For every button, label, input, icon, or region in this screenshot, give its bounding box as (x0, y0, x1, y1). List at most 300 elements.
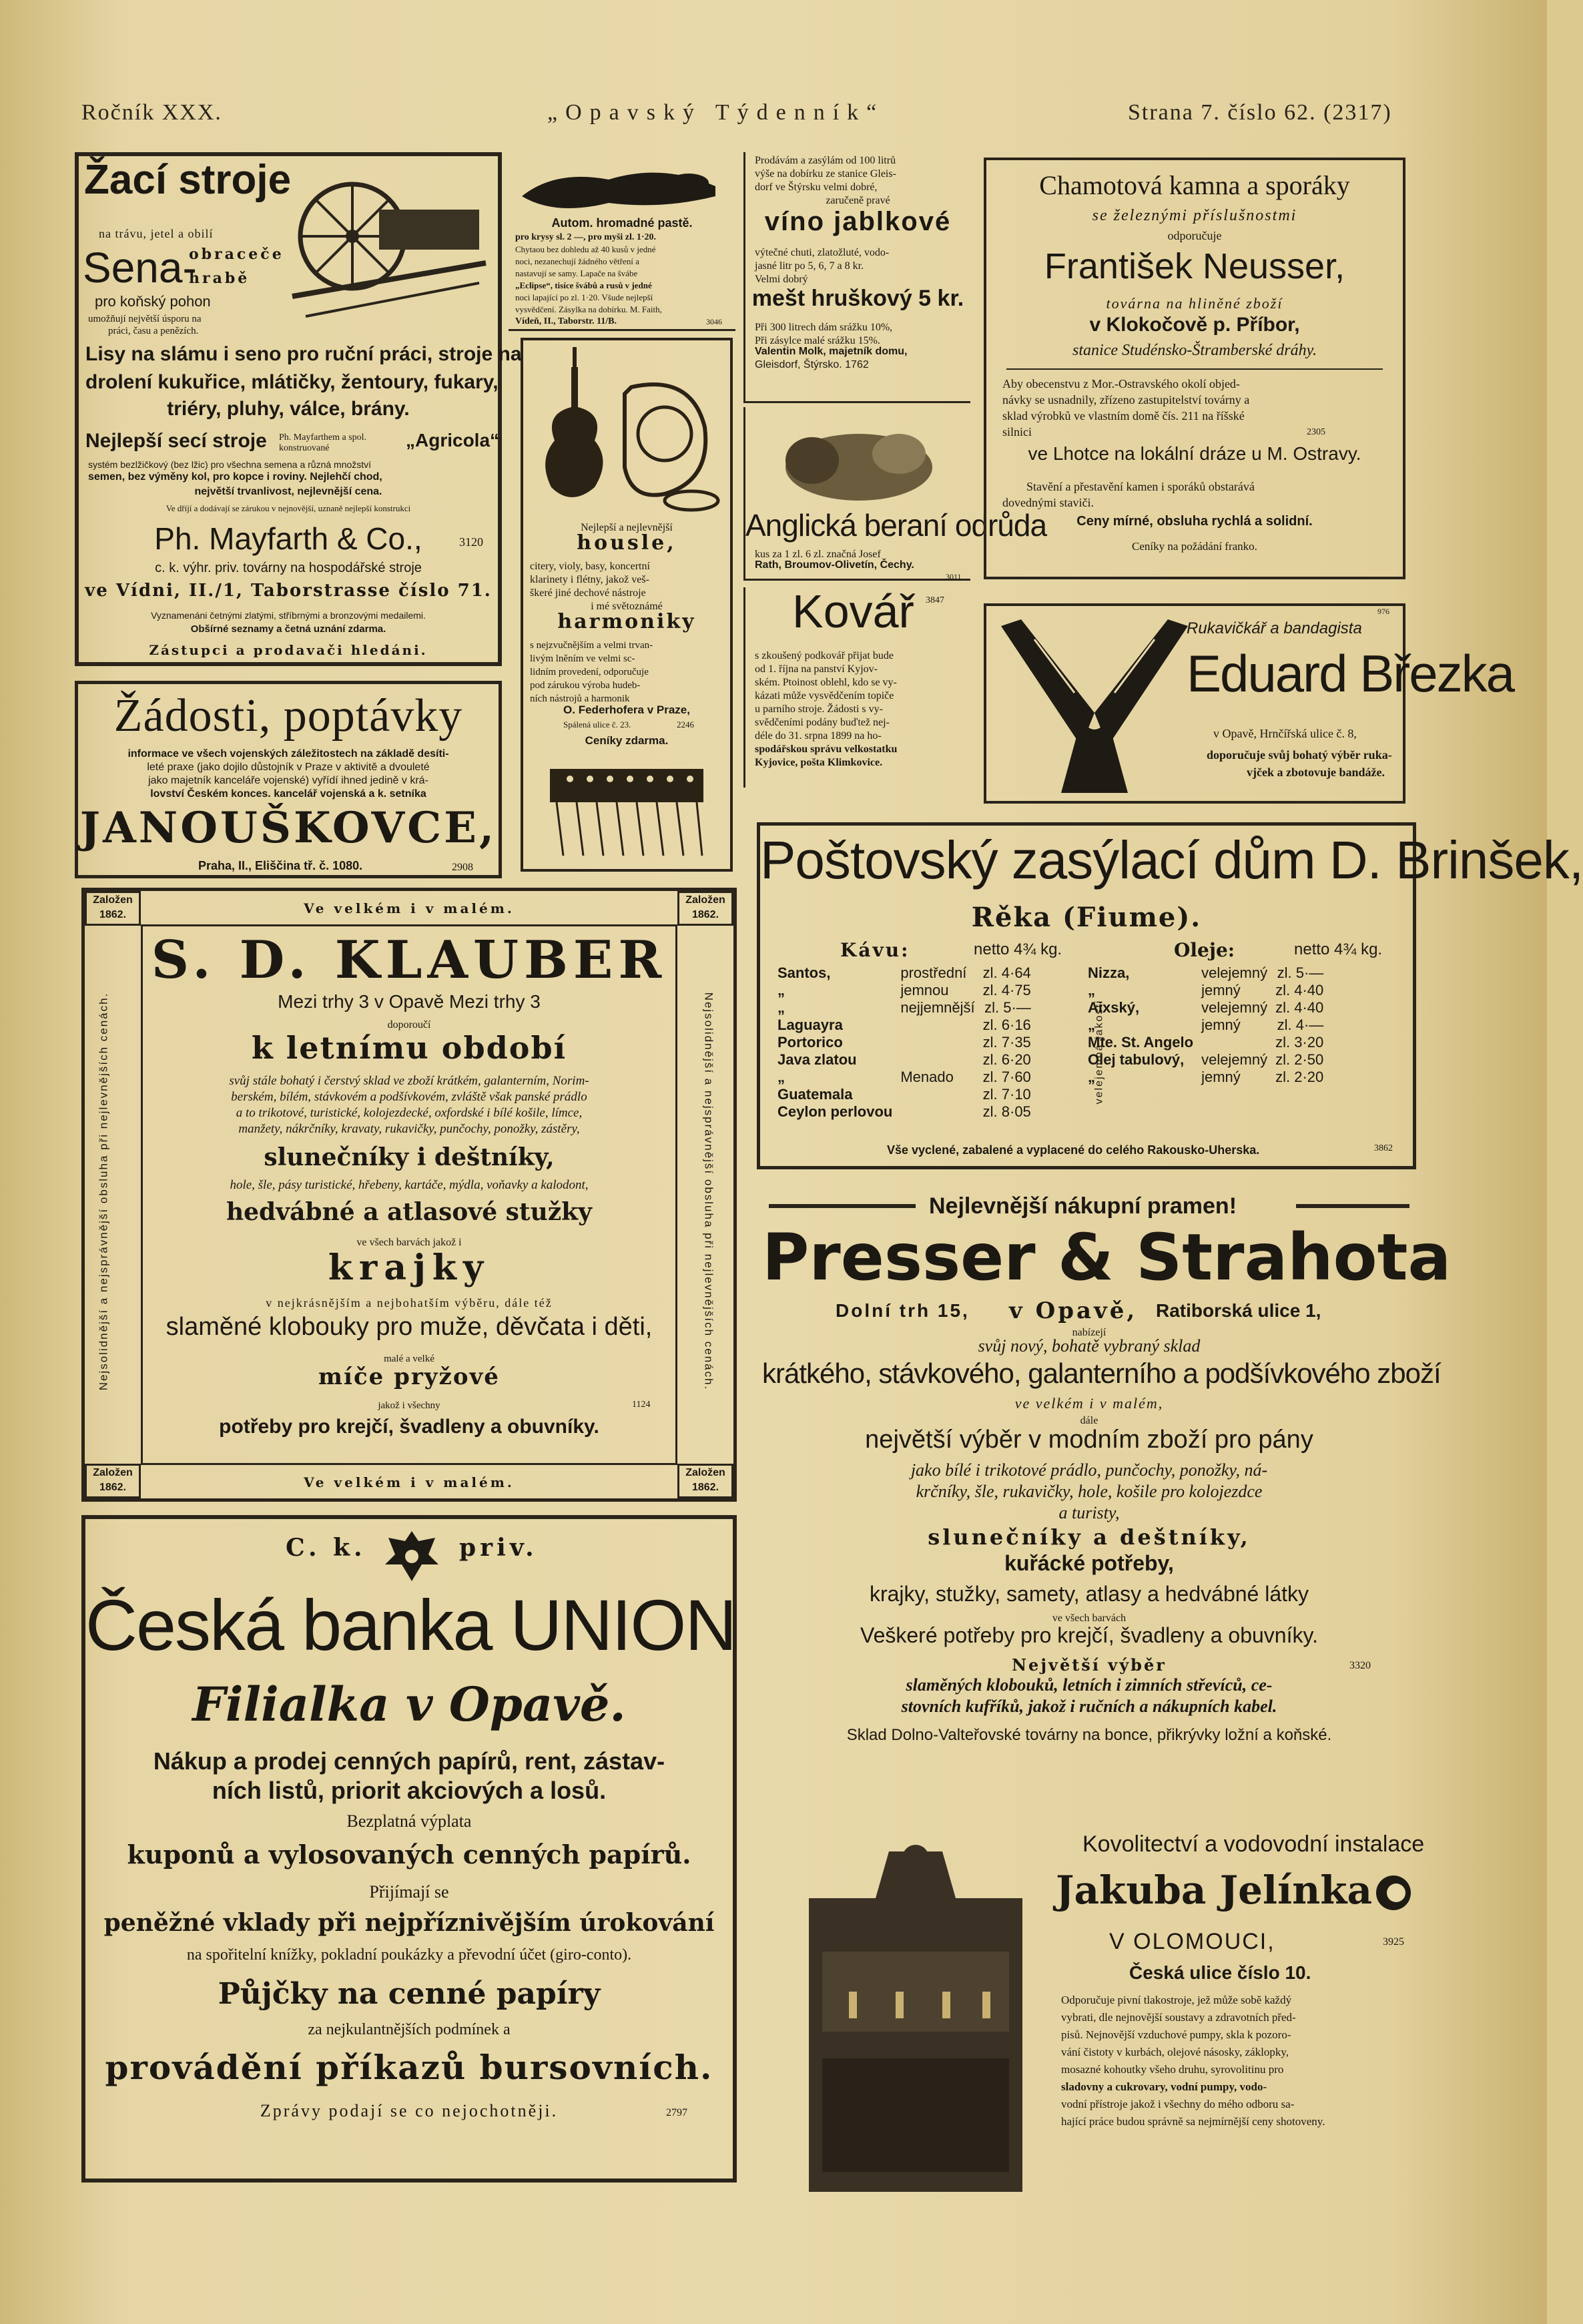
ad-zadosti (75, 681, 502, 878)
chamotova-num: 2305 (1307, 427, 1325, 437)
chamotova-p3: sklad výrobků ve vlastním domě čís. 211 na říšské (1002, 409, 1245, 422)
item-name: Nizza, (1088, 964, 1130, 981)
jelinek-num: 3925 (1383, 1936, 1404, 1948)
banka-priv: priv. (459, 1534, 538, 1562)
item-price: zl. 5·— (984, 999, 1031, 1016)
zadosti-addr: Praha, II., Eliščina tř. č. 1080. (198, 859, 363, 872)
chamotova-name: František Neusser, (1044, 246, 1345, 286)
klauber-name: S. D. KLAUBER (151, 930, 667, 990)
brinsek-foot: Vše vyclené, zabalené a vyplacené do celého Rakousko-Uherska. (887, 1143, 1260, 1157)
banka-title: Česká banka UNION (85, 1584, 736, 1665)
item-quality: velejemný (1201, 964, 1268, 981)
zaci-t2: semen, bez výměny kol, pro kopce i roviny. Nejlehčí chod, (88, 471, 382, 483)
chamotova-p7: Ceny mírné, obsluha rychlá a solidní. (1076, 514, 1313, 529)
header-title: „Opavský Týdenník“ (547, 100, 885, 125)
item-price: zl. 4·64 (982, 964, 1031, 981)
item-name: „ (777, 999, 785, 1016)
berani-title: Anglická beraní odrůda (745, 508, 1047, 543)
zaci-num: 3120 (459, 535, 483, 549)
klauber-k: k letnímu období (251, 1030, 567, 1066)
brezka-l4: vjček a zbotovuje bandáže. (1247, 766, 1385, 779)
pasta-l1: pro krysy sl. 2 —, pro myši zl. 1·20. (515, 232, 657, 242)
klauber-hedv: hedvábné a atlasové stužky (226, 1198, 593, 1226)
zaci-triery: triéry, pluhy, válce, brány. (167, 398, 410, 420)
brezka-l3: doporučuje svůj bohatý výběr ruka- (1207, 748, 1392, 762)
kovar-l6: svědčeními podány buďtež nej- (755, 717, 890, 728)
pasta-l8: Vídeň, II., Taborstr. 11/B. (515, 316, 617, 326)
zaci-small2: práci, času a penězích. (108, 326, 199, 336)
klauber-p5: hole, šle, pásy turistické, hřebeny, kartáče, mýdla, voňavky a kalodont, (230, 1178, 589, 1192)
item-name: Mte. St. Angelo (1088, 1034, 1194, 1051)
item-quality: jemný (1201, 1016, 1241, 1033)
chamotova-lhotce: ve Lhotce na lokální dráze u M. Ostravy. (1028, 443, 1361, 464)
item-quality: jemný (1201, 1069, 1241, 1085)
zaci-firm: Ph. Mayfarth & Co., (154, 521, 422, 556)
presser-l14: Největší výběr (1012, 1655, 1167, 1675)
housle-ceniky: Ceníky zdarma. (585, 734, 669, 747)
item-price: zl. 3·20 (1275, 1034, 1324, 1051)
presser-l10: kuřácké potřeby, (1004, 1551, 1174, 1575)
ad-vino (743, 152, 970, 403)
jelinek-p4: vání čistoty v kurbách, olejové násosky, záklopky, (1061, 2046, 1289, 2058)
jelinek-street: Česká ulice číslo 10. (1129, 1962, 1311, 1983)
presser-l2: krátkého, stávkového, galanterního a podšívkového zboží (762, 1358, 1441, 1389)
vino-l9: Při zásylce malé srážku 15%. (755, 335, 880, 346)
zaci-t1: systém bezlžičkový (bez lžic) pro všechna semena a různá množství (88, 459, 372, 470)
klauber-slam: slaměné klobouky pro muže, děvčata i děti, (166, 1313, 653, 1341)
presser-l11: krajky, stužky, samety, atlasy a hedvábné látky (869, 1582, 1309, 1606)
presser-name: Presser & Strahota (762, 1220, 1452, 1295)
item-price: zl. 4·40 (1275, 999, 1324, 1016)
beer-tap-illustration (769, 1831, 1062, 2205)
presser-l3: ve velkém i v malém, (1014, 1395, 1164, 1412)
item-name: „ (1088, 1016, 1095, 1033)
rat-trap-illustration (515, 156, 729, 216)
zaci-drobeni: drolení kukuřice, mlátičky, žentoury, fukary, (85, 371, 499, 393)
item-quality: nejjemnější (900, 999, 975, 1016)
zaci-small1: umožňují největší úsporu na (88, 314, 202, 324)
klauber-p9: jakož i všechny (378, 1400, 440, 1411)
presser-top: Nejlevnější nákupní pramen! (929, 1193, 1237, 1219)
klauber-year-2: 1862. (691, 909, 719, 920)
zadosti-l1: informace ve všech vojenských záležitostech na základě desíti- (127, 748, 449, 760)
klauber-potr: potřeby pro krejčí, švadleny a obuvníky. (219, 1416, 599, 1438)
klauber-banner-bottom: Ve velkém i v malém. (304, 1474, 515, 1490)
item-name: Olej tabulový, (1088, 1051, 1185, 1068)
housle-num: 2246 (677, 719, 694, 730)
zadosti-title: Žádosti, poptávky (113, 690, 463, 742)
zaci-award1: Vyznamenáni četnými zlatými, stříbrnými a bronzovými medailemi. (151, 610, 426, 621)
housle-l2: citery, violy, basy, koncertní (530, 561, 650, 572)
jelinek-logo-icon (1373, 1873, 1413, 1913)
item-name: Santos, (777, 964, 831, 981)
pasta-title: Autom. hromadné pastě. (551, 216, 693, 230)
klauber-side-left: Nejsolidnější a nejsprávnější obsluha při nejlevnějších cenách. (97, 992, 110, 1391)
oil-row (1084, 1069, 1327, 1086)
item-quality: velejemný (1201, 1051, 1268, 1068)
item-price: zl. 4·40 (1275, 982, 1324, 998)
ad-banka-union (81, 1515, 737, 2183)
vino-l3: dorf ve Štýrsku velmi dobré, (755, 182, 878, 193)
item-price: zl. 7·10 (982, 1086, 1031, 1103)
banka-ck: C. k. (286, 1534, 366, 1562)
vino-title: víno jablkové (764, 207, 952, 236)
klauber-zalozen-1: Založen (93, 894, 133, 906)
coffee-row (773, 1086, 1035, 1103)
housle-l6: s nejzvučnějším a velmi trvan- (530, 640, 653, 651)
item-name: Guatemala (777, 1086, 853, 1103)
presser-addr1: Dolní trh 15, (836, 1300, 970, 1321)
brinsek-oleje: Oleje: (1174, 939, 1235, 961)
presser-l9: slunečníky a deštníky, (928, 1524, 1251, 1550)
zaci-agents: Zástupci a prodavači hledáni. (149, 642, 428, 658)
housle-l8: lidním provedení, odporučuje (530, 667, 649, 677)
housle-l7: livým lněním ve velmi sc- (530, 653, 635, 664)
item-price: zl. 8·05 (982, 1103, 1031, 1120)
banka-fil: Filialka v Opavě. (192, 1677, 626, 1732)
housle-l3: klarinety i flétny, jakož veš- (530, 574, 649, 585)
presser-l13: Veškeré potřeby pro krejčí, švadleny a obuvníky. (860, 1623, 1318, 1647)
jelinek-city: V OLOMOUCI, (1109, 1929, 1275, 1954)
oil-row (1084, 982, 1327, 999)
housle-l5: i mé světoznámé (591, 601, 663, 612)
chamotova-p6: dovednými staviči. (1002, 496, 1094, 509)
klauber-addr: Mezi trhy 3 v Opavě Mezi trhy 3 (278, 991, 541, 1012)
kovar-l5: u parního stroje. Žádosti s vy- (755, 703, 883, 715)
item-quality: Menado (900, 1069, 954, 1085)
accordion-illustration (543, 756, 710, 862)
zaci-sena: Sena- (83, 244, 197, 292)
ad-jelinek (762, 1831, 1425, 2219)
klauber-krajky: krajky (328, 1247, 491, 1288)
item-price: zl. 6·16 (982, 1016, 1031, 1033)
brezka-name: Eduard Březka (1187, 644, 1514, 703)
vino-l4: zaručeně pravé (826, 195, 890, 206)
header-volume: Ročník XXX. (81, 100, 222, 125)
ad-presser-strahota (762, 1188, 1452, 1822)
berani-num: 3011 (946, 572, 962, 581)
housle-l9: pod zárukou výroba hudeb- (530, 680, 641, 691)
jelinek-p8: hající práce budou správně sa nejmírnější ceny shotoveny. (1061, 2115, 1325, 2128)
presser-addr3: Ratiborská ulice 1, (1156, 1300, 1321, 1321)
klauber-slun: slunečníky i deštníky, (264, 1143, 555, 1171)
klauber-p7: v nejkrásnějším a nejbohatším výběru, dále též (266, 1296, 553, 1310)
item-name: „ (777, 982, 785, 998)
pasta-l5: „Eclipse“, tisíce švábů a rusů v jedné (515, 280, 652, 290)
coffee-row (773, 1034, 1035, 1051)
housle-l10: ních nástrojů a harmonik (530, 693, 630, 704)
zadosti-name: JANOUŠKOVCE, (79, 803, 497, 853)
item-quality (896, 1086, 978, 1103)
item-quality (1197, 1034, 1271, 1051)
kovar-num: 3847 (926, 595, 944, 605)
zadosti-l2: leté praxe (jako dojilo důstojník v Praze v aktivitě a dvouleté (147, 762, 430, 773)
item-quality: velejemný (1201, 999, 1268, 1016)
gloves-illustration (994, 613, 1195, 800)
coffee-row (773, 1016, 1035, 1034)
kovar-l7: déle do 31. srpna 1899 na ho- (755, 730, 882, 742)
kovar-l3: ském. Ptoinost oblehl, kdo se vy- (755, 677, 897, 688)
pasta-l3: noci, nezanechují žádného větření a (515, 256, 639, 266)
kovar-l1: s zkoušený podkovář přijat bude (755, 650, 894, 661)
item-price: zl. 7·35 (982, 1034, 1031, 1051)
brinsek-num: 3862 (1374, 1143, 1393, 1153)
coffee-row (773, 1051, 1035, 1069)
kovar-l8: spodářskou správu velkostatku (755, 744, 898, 755)
klauber-p4: manžety, nákrčníky, kravaty, rukavičky, punčochy, ponožky, zástěry, (238, 1122, 580, 1136)
klauber-p6: ve všech barvách jakož i (356, 1237, 462, 1248)
brinsek-sub: Rěka (Fiume). (971, 902, 1202, 933)
zaci-nejlepsi: Nejlepší secí stroje (85, 430, 267, 452)
housle-l11: Spálená ulice č. 23. (563, 719, 631, 730)
jelinek-p5: mosazné kohoutky všeho druhu, syrovolitinu pro (1061, 2063, 1284, 2076)
item-quality: prostřední (900, 964, 967, 981)
presser-l5: největší výběr v modním zboží pro pány (865, 1426, 1313, 1454)
coffee-row (773, 964, 1035, 982)
housle-firm: O. Federhofera v Praze, (563, 703, 690, 716)
pasta-num: 3046 (706, 317, 722, 326)
banka-l1: Nákup a prodej cenných papírů, rent, zástav- (153, 1747, 665, 1775)
zaci-t3: největší trvanlivost, nejlevnější cena. (194, 486, 382, 497)
vino-l11: Gleisdorf, Štýrsko. 1762 (755, 359, 869, 370)
item-name: Laguayra (777, 1016, 843, 1033)
brezka-num: 976 (1377, 607, 1389, 616)
ad-chamotova (984, 158, 1405, 579)
klauber-year-3: 1862. (99, 1482, 127, 1493)
vino-l8: Při 300 litrech dám srážku 10%, (755, 322, 893, 333)
klauber-mice: míče pryžové (318, 1364, 500, 1390)
banka-l5: Přijímají se (369, 1882, 449, 1902)
chamotova-p1: Aby obecenstvu z Mor.-Ostravského okolí objed- (1002, 377, 1240, 390)
vino-l10: Valentin Molk, majetník domu, (755, 346, 908, 357)
klauber-num: 1124 (632, 1400, 651, 1410)
item-quality (896, 1051, 978, 1069)
chamotova-l1: se železnými příslušnostmi (1092, 207, 1297, 224)
jelinek-name: Jakuba Jelínka (1056, 1867, 1373, 1913)
zaci-t4: Ve dříjí a dodávají se zárukou v nejnovější, uznaně nejlepší konstrukci (166, 503, 411, 513)
brinsek-kavu: Kávu: (840, 939, 910, 961)
brezka-l2: v Opavě, Hrnčířská ulice č. 8, (1213, 727, 1357, 740)
zaci-hrabe: hrabě (189, 270, 250, 287)
chamotova-l3: továrna na hliněné zboží (1106, 295, 1283, 312)
zaci-obracece: obraceče (189, 246, 284, 263)
item-name: „ (1088, 1069, 1095, 1085)
item-name: Portorico (777, 1034, 843, 1051)
chamotova-p4: silnici (1002, 425, 1032, 439)
coffee-row (773, 1103, 1035, 1121)
item-price: zl. 4·75 (982, 982, 1031, 998)
chamotova-l5: stanice Studénsko-Štramberské dráhy. (1072, 342, 1317, 359)
ad-kovar (743, 587, 970, 788)
zaci-pohon: pro koňský pohon (95, 293, 211, 310)
zadosti-l3: jako majetník kanceláře vojenské) vyřídí ihned jedině v krá- (148, 775, 428, 786)
jelinek-p7: vodní přístroje jakož i všechny do mého odboru sa- (1061, 2098, 1295, 2110)
klauber-zalozen-4: Založen (685, 1467, 725, 1478)
brinsek-title: Poštovský zasýlací dům D. Brinšek, (760, 830, 1583, 890)
violin-trumpet-illustration (531, 347, 725, 514)
klauber-inner-top (141, 924, 677, 926)
item-name: „ (1088, 982, 1095, 998)
item-quality: jemnou (900, 982, 949, 998)
chamotova-p8: Ceníky na požádání franko. (1132, 540, 1257, 553)
klauber-year-4: 1862. (691, 1482, 719, 1493)
banka-l9: za nejkulantnějších podmínek a (308, 2021, 511, 2038)
presser-l6: jako bílé i trikotové prádlo, punčochy, ponožky, ná- (910, 1460, 1268, 1480)
zaci-lisy: Lisy na slámu i seno pro ruční práci, stroje na (85, 343, 522, 365)
chamotova-l4: v Klokočově p. Příbor, (1089, 314, 1300, 336)
berani-l1: kus za 1 zl. 6 zl. značná Josef (755, 549, 881, 560)
banka-l8: Půjčky na cenné papíry (218, 1977, 601, 2011)
klauber-p8: malé a velké (384, 1354, 434, 1364)
pasta-l4: nastavují se samy. Lapače na švábe (515, 268, 638, 278)
vino-l2: výše na dobírku ze stanice Gleis- (755, 168, 896, 180)
item-name: Java zlatou (777, 1051, 857, 1068)
presser-top-rule-left (769, 1204, 916, 1208)
presser-nab: nabízejí (1072, 1327, 1106, 1338)
ad-brinsek (757, 822, 1583, 1169)
jelinek-p2: vybrati, dle nejnovější soustavy a zdravotních před- (1061, 2011, 1296, 2024)
item-price: zl. 2·50 (1275, 1051, 1324, 1068)
presser-top-rule-right (1296, 1204, 1409, 1208)
presser-num: 3320 (1349, 1660, 1371, 1671)
coffee-row (773, 1069, 1035, 1086)
item-quality (896, 1103, 978, 1121)
zaci-award2: Obšírné seznamy a četná uznání zdarma. (190, 623, 386, 635)
vino-mest: mešt hruškový 5 kr. (751, 286, 964, 311)
vino-l7: Velmi dobrý (755, 274, 808, 285)
housle-harm: harmoniky (557, 610, 696, 633)
chamotova-title: Chamotová kamna a sporáky (1039, 170, 1350, 200)
banka-l7: na spořitelní knížky, pokladní poukázky a převodní účet (giro-conto). (186, 1946, 632, 1964)
klauber-p1: svůj stále bohatý i čerstvý sklad ve zboží krátkém, galanterním, Norim- (229, 1074, 589, 1088)
banka-num: 2797 (666, 2107, 687, 2118)
pasta-l7: vysvědčení. Zásylka na dobírku. M. Faith, (515, 304, 662, 314)
chamotova-l2: odporučuje (1167, 229, 1222, 242)
zaci-fact: c. k. výhr. priv. továrny na hospodářské stroje (155, 561, 422, 575)
jelinek-p3: pisů. Nejnovější vzduchové pumpy, skla k pozoro- (1061, 2028, 1291, 2041)
item-price: zl. 6·20 (982, 1051, 1031, 1068)
presser-l4: dále (1080, 1415, 1098, 1426)
klauber-banner-top: Ve velkém i v malém. (304, 900, 515, 916)
banka-l3: Bezplatná výplata (346, 1811, 472, 1831)
kovar-l2: od 1. října na panství Kyjov- (755, 663, 878, 675)
pasta-l2: Chytaou bez dohledu až 40 kusů v jedné (515, 244, 656, 254)
item-name: Ceylon perlovou (777, 1103, 893, 1120)
klauber-zalozen-2: Založen (685, 894, 725, 906)
zaci-mayf-small: Ph. Mayfarthem a spol. konstruované (279, 432, 367, 453)
item-name: Aixský, (1088, 999, 1140, 1016)
item-price: zl. 5·— (1277, 964, 1324, 981)
item-price: zl. 4·— (1277, 1016, 1324, 1033)
ad-zaci-stroje (75, 152, 522, 666)
item-price: zl. 2·20 (1275, 1069, 1324, 1085)
zaci-title: Žací stroje (84, 157, 292, 203)
oil-row (1084, 999, 1327, 1016)
item-price: zl. 7·60 (982, 1069, 1031, 1085)
mower-illustration (279, 163, 493, 323)
oil-row (1084, 1034, 1327, 1051)
header-page: Strana 7. číslo 62. (2317) (1128, 100, 1392, 125)
klauber-p2: berském, bílém, stávkovém a podšívkovém, zvláště však panské prádlo (231, 1090, 587, 1104)
jelinek-p6: sladovny a cukrovary, vodní pumpy, vodo- (1061, 2080, 1267, 2093)
banka-l10: provádění příkazů bursovních. (105, 2048, 713, 2087)
klauber-p3: a to trikotové, turistické, kolojezdecké, oxfordské i bílé košile, límce, (236, 1106, 583, 1120)
item-quality (896, 1016, 978, 1034)
klauber-dop: doporoučí (387, 1019, 431, 1031)
klauber-zalozen-3: Založen (93, 1467, 133, 1478)
klauber-year-1: 1862. (99, 909, 127, 920)
oil-row (1084, 1016, 1327, 1034)
presser-l15: slaměných klobouků, letních i zimních střevíců, ce- (906, 1675, 1273, 1695)
chamotova-p5: Stavění a přestavění kamen i sporáků obstarává (1026, 480, 1255, 493)
oil-row (1084, 964, 1327, 982)
zadosti-l4: lovství Českém konces. kancelář vojenská a k. setníka (150, 788, 426, 800)
banka-l4: kuponů a vylosovaných cenných papírů. (127, 1839, 691, 1869)
ad-housle (521, 338, 733, 872)
kovar-title: Kovář (792, 585, 914, 637)
presser-l8: a turisty, (1058, 1503, 1120, 1522)
ad-brezka (984, 603, 1514, 804)
zaci-agricola: „Agricola“ (406, 430, 500, 451)
presser-l17: Sklad Dolno-Valteřovské továrny na bonce, přikrývky ložní a koňské. (846, 1726, 1332, 1744)
presser-l16: stovních kufříků, jakož i ručních a nákupních kabel. (901, 1697, 1277, 1716)
eagle-emblem-icon (382, 1524, 442, 1584)
vino-l5: výtečné chuti, zlatožluté, vodo- (755, 247, 890, 258)
coffee-row (773, 999, 1035, 1016)
housle-title: housle, (577, 531, 677, 555)
chamotova-p2: návky se usnadnily, zřízeno zastupitelství továrny a (1002, 393, 1250, 406)
housle-l1: Nejlepší a nejlevnější (581, 522, 673, 533)
ad-pasta (509, 152, 735, 331)
housle-l4: škeré jiné dechové nástroje (530, 587, 646, 599)
oil-row (1084, 1051, 1327, 1069)
presser-l12: ve všech barvách (1052, 1613, 1127, 1624)
zadosti-num: 2908 (452, 862, 473, 873)
presser-l7: krčníky, šle, rukavičky, hole, košile pro kolojezdce (916, 1482, 1263, 1501)
item-quality: jemný (1201, 982, 1241, 998)
zaci-l1: na trávu, jetel a obilí (99, 227, 214, 240)
presser-addr2: v Opavě, (1009, 1297, 1138, 1324)
brinsek-netto2: netto 4¾ kg. (1294, 940, 1383, 958)
vino-l1: Prodávám a zasýlám od 100 litrů (755, 155, 896, 166)
kovar-l4: kázati může vysvědčením topiče (755, 690, 894, 701)
banka-l2: ních listů, priorit akciových a losů. (212, 1777, 607, 1804)
banka-l11: Zprávy podají se co nejochotněji. (260, 2101, 559, 2120)
coffee-row (773, 982, 1035, 999)
presser-l1: svůj nový, bohatě vybraný sklad (978, 1336, 1201, 1356)
ram-illustration (772, 414, 946, 507)
brinsek-netto: netto 4¾ kg. (974, 940, 1062, 958)
kovar-l9: Kyjovice, pošta Klimkovice. (755, 757, 883, 768)
vino-l6: jasné litr po 5, 6, 7 a 8 kr. (755, 260, 864, 272)
coffee-price-table (773, 964, 1035, 1121)
brinsek-jakost: velejemná jakosti (1093, 999, 1105, 1105)
klauber-side-right: Nejsolidnější a nejsprávnější obsluha při nejlevnějších cenách. (702, 992, 715, 1391)
item-quality (896, 1034, 978, 1051)
zaci-addr: ve Vídni, II./1, Taborstrasse číslo 71. (85, 581, 492, 601)
jelinek-l1: Kovolitectví a vodovodní instalace (1082, 1831, 1425, 1857)
klauber-inner-bottom (141, 1463, 677, 1465)
ad-klauber (81, 888, 737, 1502)
item-name: „ (777, 1069, 785, 1085)
berani-l2: Rath, Broumov-Olivetín, Čechy. (755, 559, 914, 571)
brezka-l1: Rukavičkář a bandagista (1187, 619, 1362, 637)
jelinek-p1: Odporučuje pivní tlakostroje, jež může sobě každý (1061, 1994, 1292, 2006)
pasta-l6: noci lapající po zl. 1·20. Všude nejlepší (515, 292, 653, 302)
banka-l6: peněžné vklady při nejpříznivějším úrokování (103, 1909, 715, 1937)
chamotova-divider (1006, 368, 1383, 370)
oil-price-table (1084, 964, 1327, 1086)
